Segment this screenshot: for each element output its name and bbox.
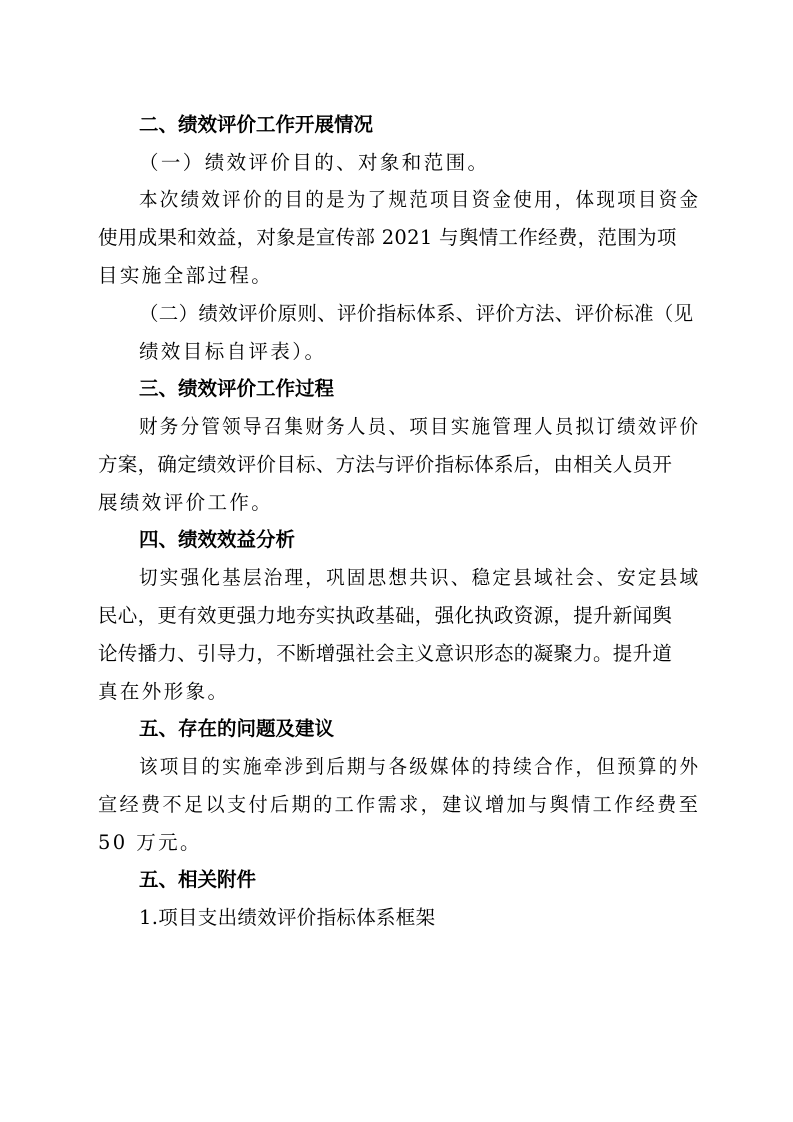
paragraph-line: 绩效目标自评表）。 [139, 340, 327, 363]
section-heading: 四、绩效效益分析 [139, 528, 296, 551]
paragraph-line: 目实施全部过程。 [98, 264, 274, 287]
section-heading: 三、绩效评价工作过程 [139, 377, 335, 400]
paragraph-line: 使用成果和效益，对象是宣传部 2021 与舆情工作经费，范围为项 [98, 226, 677, 249]
paragraph-line: 切实强化基层治理，巩固思想共识、稳定县域社会、安定县域 [139, 566, 701, 589]
paragraph-line: 展绩效评价工作。 [98, 491, 274, 514]
section-heading: 五、存在的问题及建议 [139, 717, 335, 740]
paragraph-line: 宣经费不足以支付后期的工作需求，建议增加与舆情工作经费至 [98, 793, 701, 816]
paragraph-line: 本次绩效评价的目的是为了规范项目资金使用，体现项目资金 [139, 188, 701, 211]
paragraph-line: （二）绩效评价原则、评价指标体系、评价方法、评价标准（见 [139, 302, 694, 325]
paragraph-line: 50 万元。 [98, 831, 202, 854]
section-heading: 五、相关附件 [139, 868, 257, 891]
paragraph-line: 真在外形象。 [98, 680, 230, 703]
paragraph-line: 财务分管领导召集财务人员、项目实施管理人员拟订绩效评价 [139, 415, 701, 438]
paragraph-line: 论传播力、引导力，不断增强社会主义意识形态的凝聚力。提升道 [98, 642, 673, 665]
section-heading: 二、绩效评价工作开展情况 [139, 113, 374, 136]
paragraph-line: 该项目的实施牵涉到后期与各级媒体的持续合作，但预算的外 [139, 755, 701, 778]
paragraph-line: （一）绩效评价目的、对象和范围。 [139, 151, 490, 174]
paragraph-line: 民心，更有效更强力地夯实执政基础，强化执政资源，提升新闻舆 [98, 604, 673, 627]
paragraph-line: 1.项目支出绩效评价指标体系框架 [139, 906, 436, 929]
paragraph-line: 方案，确定绩效评价目标、方法与评价指标体系后，由相关人员开 [98, 453, 673, 476]
